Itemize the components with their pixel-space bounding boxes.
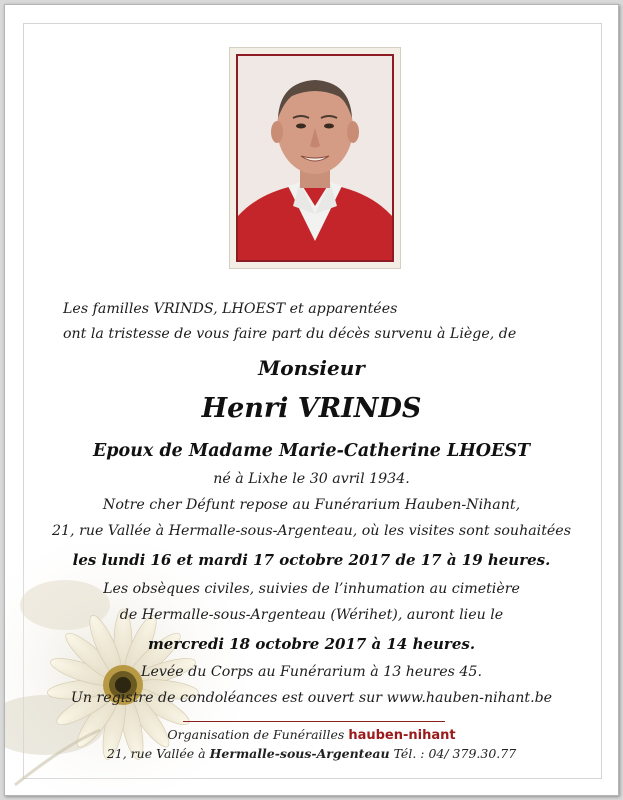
intro-line-1: Les familles VRINDS, LHOEST et apparentées <box>63 301 398 317</box>
register-line: Un registre de condoléances est ouvert sur www.hauben-nihant.be <box>70 690 553 706</box>
intro-line-2: ont la tristesse de vous faire part du décès survenu à Liège, de <box>63 326 517 342</box>
footer-address-prefix: 21, rue Vallée à <box>106 746 210 761</box>
visit-line-1: Notre cher Défunt repose au Funérarium Hauben-Nihant, <box>102 497 521 513</box>
funeral-line-1: Les obsèques civiles, suivies de l’inhumation au cimetière <box>103 581 520 597</box>
visit-dates: les lundi 16 et mardi 17 octobre 2017 de 17 à 19 heures. <box>72 551 551 569</box>
footer-org-label: Organisation de Funérailles <box>167 727 349 742</box>
footer-address-town: Hermalle-sous-Argenteau <box>209 746 390 761</box>
footer-phone: Tél. : 04/ 379.30.77 <box>389 746 517 761</box>
birth-line: né à Lixhe le 30 avril 1934. <box>213 471 410 487</box>
spouse-line: Epoux de Madame Marie-Catherine LHOEST <box>92 441 531 461</box>
footer-address <box>5 746 618 761</box>
funeral-date: mercredi 18 octobre 2017 à 14 heures. <box>147 635 476 653</box>
funeral-line-2: de Hermalle-sous-Argenteau (Wérihet), auront lieu le <box>119 607 504 623</box>
brand-logo-text: hauben-nihant <box>348 728 456 743</box>
levee-line: Levée du Corps au Funérarium à 13 heures 45. <box>141 664 482 680</box>
deceased-name: Henri VRINDS <box>201 393 422 424</box>
obituary-text <box>5 5 618 795</box>
visit-line-2: 21, rue Vallée à Hermalle-sous-Argenteau, où les visites sont souhaitées <box>52 523 571 539</box>
footer-organisation <box>5 727 618 743</box>
title-monsieur: Monsieur <box>258 356 365 380</box>
obituary-card <box>4 4 619 796</box>
footer-divider <box>183 721 445 722</box>
